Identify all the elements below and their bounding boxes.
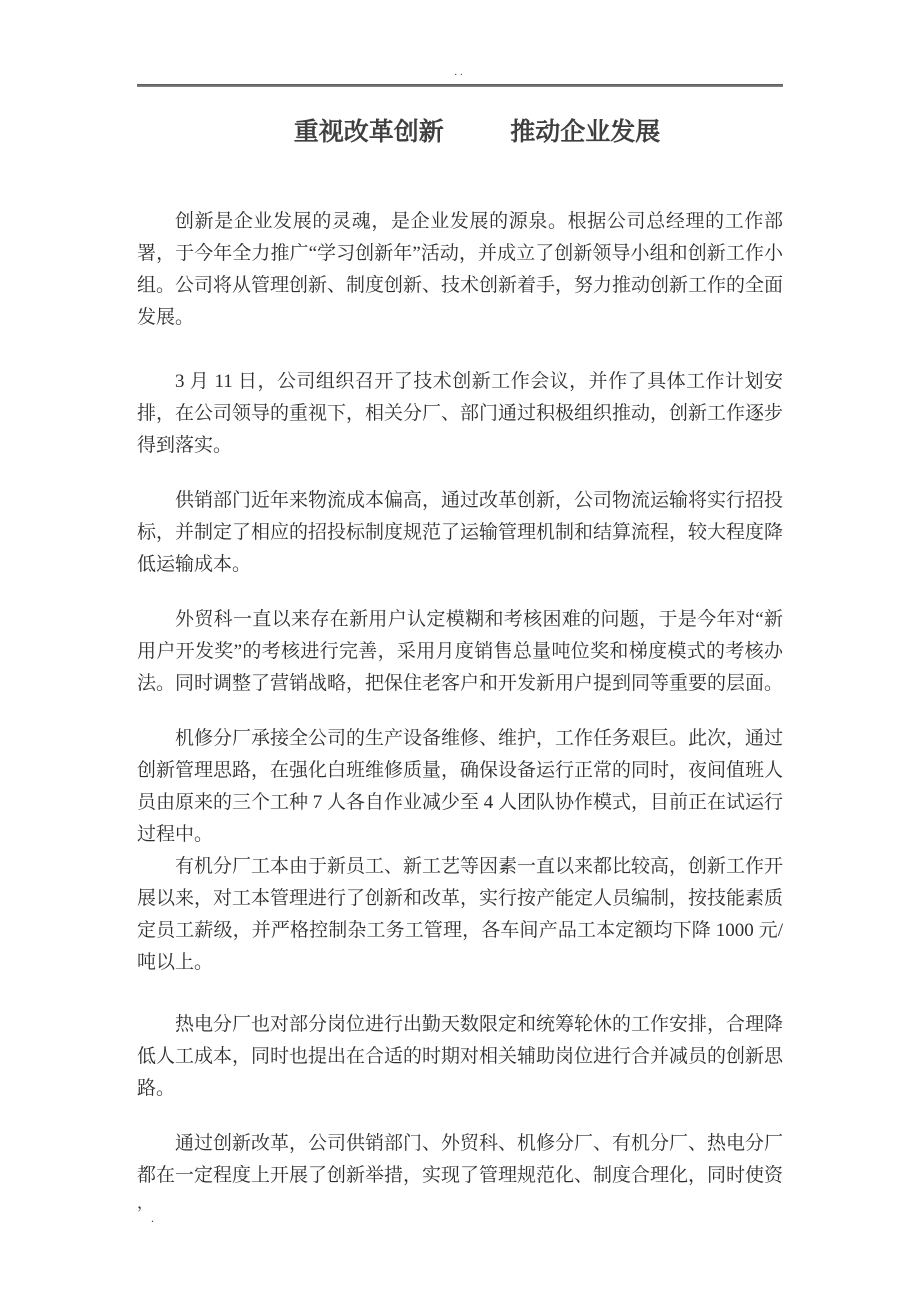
page-title xyxy=(154,116,800,150)
paragraph-machine-repair: 机修分厂承接全公司的生产设备维修、维护，工作任务艰巨。此次，通过创新管理思路，在强化白班维修质量，确保设备运行正常的同时，夜间值班人员由原来的三个工种 7 人各自作业减少至 4 人团队协作模式，目前正在试运行过程中。 xyxy=(137,728,784,845)
paragraph-organic-branch: 有机分厂工本由于新员工、新工艺等因素一直以来都比较高，创新工作开展以来，对工本管理进行了创新和改革，实行按产能定人员编制，按技能素质定员工薪级，并严格控制杂工务工管理，各车间产品工本定额均下降 1000 元/吨以上。 xyxy=(137,856,784,973)
footer-comma-mark: ， xyxy=(137,1195,154,1212)
page-title-part-1: 重视改革创新 xyxy=(293,119,444,146)
header-rule-divider xyxy=(137,84,783,87)
footer-dot-mark: . xyxy=(151,1211,154,1225)
paragraph-summary: 通过创新改革，公司供销部门、外贸科、机修分厂、有机分厂、热电分厂都在一定程度上开展了创新举措，实现了管理规范化、制度合理化，同时使资 xyxy=(137,1133,784,1186)
paragraph-meeting: 3 月 11 日，公司组织召开了技术创新工作会议，并作了具体工作计划安排，在公司领导的重视下，相关分厂、部门通过积极组织推动，创新工作逐步得到落实。 xyxy=(137,371,784,456)
paragraph-thermal-power: 热电分厂也对部分岗位进行出勤天数限定和统筹轮休的工作安排，合理降低人工成本，同时也提出在合适的时期对相关辅助岗位进行合并减员的创新思路。 xyxy=(137,1014,784,1099)
header-marks: .. xyxy=(454,66,466,78)
page-title-part-2: 推动企业发展 xyxy=(510,119,661,146)
document-body xyxy=(137,206,783,1192)
paragraph-logistics: 供销部门近年来物流成本偏高，通过改革创新，公司物流运输将实行招投标，并制定了相应的招投标制度规范了运输管理机制和结算流程，较大程度降低运输成本。 xyxy=(137,490,784,575)
paragraph-intro: 创新是企业发展的灵魂，是企业发展的源泉。根据公司总经理的工作部署，于今年全力推广“学习创新年”活动，并成立了创新领导小组和创新工作小组。公司将从管理创新、制度创新、技术创新着手，努力推动创新工作的全面发展。 xyxy=(137,211,784,328)
paragraph-foreign-trade: 外贸科一直以来存在新用户认定模糊和考核困难的问题，于是今年对“新用户开发奖”的考核进行完善，采用月度销售总量吨位奖和梯度模式的考核办法。同时调整了营销战略，把保住老客户和开发新用户提到同等重要的层面。 xyxy=(137,609,784,694)
